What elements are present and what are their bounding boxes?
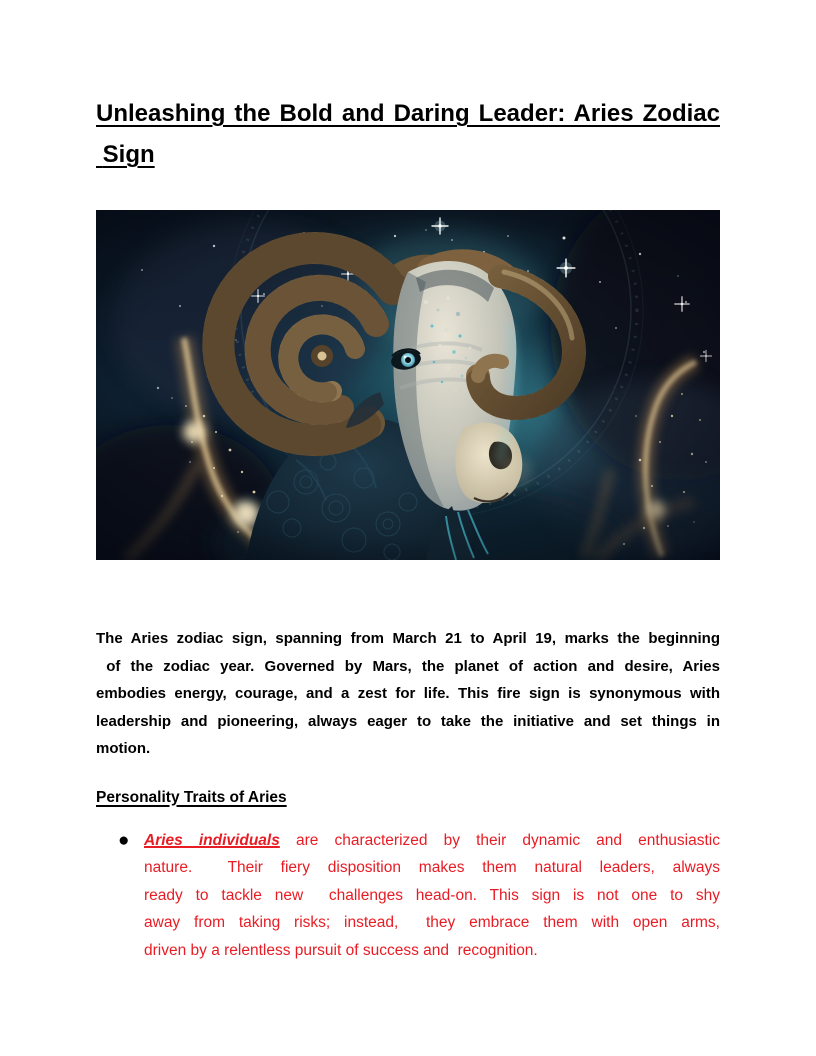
text-line: leadership and pioneering, always eager to take the initiative and set things in: [96, 712, 720, 730]
section-heading: Personality Traits of Aries: [96, 788, 287, 806]
title-line: Sign: [96, 141, 155, 168]
vignette-overlay: [96, 210, 720, 560]
bullet-marker: ●: [118, 829, 130, 851]
title-line: Unleashing the Bold and Daring Leader: Aries Zodiac: [96, 100, 720, 127]
aries-ram-artwork: [96, 210, 720, 560]
text-line: ready to tackle new challenges head-on. This sign is not one to shy: [144, 886, 720, 904]
text-line: driven by a relentless pursuit of success and recognition.: [144, 941, 538, 959]
bullet-text: [144, 827, 720, 965]
bullet-line-rest: are characterized by their dynamic and enthusiastic: [279, 831, 720, 849]
intro-paragraph: [96, 625, 720, 763]
text-line: embodies energy, courage, and a zest for life. This fire sign is synonymous with: [96, 685, 720, 702]
text-line: motion.: [96, 740, 151, 757]
text-line: of the zodiac year. Governed by Mars, the planet of action and desire, Aries: [96, 657, 720, 675]
bullet-list: [96, 827, 720, 965]
document-title: [96, 93, 720, 175]
bullet-lead-text: Aries individuals: [144, 831, 280, 849]
list-item: [96, 827, 720, 965]
hero-image: [96, 210, 720, 560]
text-line: away from taking risks; instead, they embrace them with open arms,: [144, 914, 720, 931]
text-line: [144, 827, 720, 855]
text-line: The Aries zodiac sign, spanning from March 21 to April 19, marks the beginning: [96, 630, 720, 647]
text-line: nature. Their fiery disposition makes them natural leaders, always: [144, 859, 720, 876]
